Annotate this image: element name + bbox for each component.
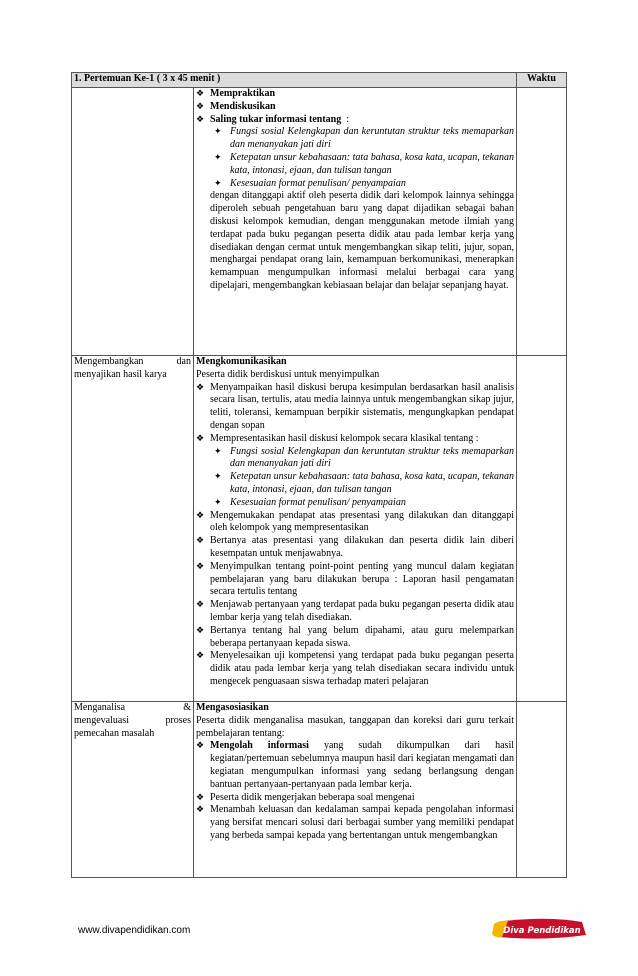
list-item: ❖ Menambah keluasan dan kedalaman sampai kepada pengolahan informasi yang bersifat mencari solusi dari berbagai sumber yang memiliki pendapat yang berbeda sampai kepada yang bertentangan untuk mengembangkan (196, 804, 514, 842)
footer-url[interactable]: www.divapendidikan.com (78, 925, 191, 936)
list-item: ✦ Fungsi sosial Kelengkapan dan keruntutan struktur teks memaparkan dan menanyakan jati diri (214, 446, 514, 472)
section-heading: Mengkomunikasikan (196, 356, 287, 367)
waktu-cell (517, 702, 567, 878)
label-line: pemecahan masalah (74, 727, 155, 739)
list-item: ✦ Fungsi sosial Kelengkapan dan keruntutan struktur teks memaparkan dan menanyakan jati diri (214, 126, 514, 152)
table-row (72, 356, 567, 702)
activity-cell (194, 702, 517, 878)
waktu-cell (517, 356, 567, 702)
list-item: ❖ Saling tukar informasi tentang : (196, 114, 514, 127)
list-item: ❖ Menyelesaikan uji kompetensi yang terdapat pada buku pegangan peserta didik atau pada lembar kerja yang telah disediakan secara individu untuk mengecek penguasaan siswa terhadap materi pelajaran (196, 650, 514, 688)
label-line: Mengembangkan dan (74, 356, 191, 367)
list-item: ✦ Kesesuaian format penulisan/ penyampaian (214, 497, 514, 510)
table-header-row (72, 73, 567, 88)
logo-text: Diva Pendidikan (503, 926, 581, 936)
intro-text: Peserta didik berdiskusi untuk menyimpulkan (196, 368, 380, 380)
activity-cell (194, 356, 517, 702)
row-label-empty (72, 88, 194, 356)
sub-list (196, 446, 514, 510)
list-item: ❖ Mengolah informasi yang sudah dikumpulkan dari hasil kegiatan/pertemuan sebelumnya maupun hasil dari kegiatan mengamati dan kegiatan mengumpulkan informasi yang sedang berlangsung dengan bantuan pertanyaan-pertanyaan pada lembar kerja. (196, 740, 514, 791)
label-amp: & (183, 702, 191, 713)
list-item: ❖ Menyampaikan hasil diskusi berupa kesimpulan berdasarkan hasil analisis secara lisan, tertulis, atau media lainnya untuk mengembangkan sikap jujur, teliti, toleransi, kemampuan berpikir sistematis, mengungkapkan pendapat dengan sopan (196, 382, 514, 433)
activity-list (196, 510, 514, 689)
row-label (72, 356, 194, 702)
list-item: ❖ Mendiskusikan (196, 101, 514, 114)
list-item: ✦ Kesesuaian format penulisan/ penyampaian (214, 178, 514, 191)
lesson-plan-table (71, 72, 567, 878)
section-heading: Mengasosiasikan (196, 702, 269, 713)
list-item: ❖ Mempraktikan (196, 88, 514, 101)
table-row (72, 702, 567, 878)
intro-text: Peserta didik menganalisa masukan, tanggapan dan koreksi dari guru terkait pembelajaran tentang: (196, 714, 514, 739)
activity-cell (194, 88, 517, 356)
label-line: menyajikan hasil karya (74, 368, 167, 380)
activity-list (196, 88, 514, 126)
waktu-header: Waktu (517, 73, 567, 88)
table-row (72, 88, 567, 356)
list-item: ❖ Menyimpulkan tentang point-point penting yang muncul dalam kegiatan pembelajaran yang baru dilakukan berupa : Laporan hasil pengamatan secara tertulis tentang (196, 561, 514, 599)
activity-list (196, 382, 514, 446)
list-item: ❖ Peserta didik mengerjakan beberapa soal mengenai (196, 792, 514, 805)
paragraph: dengan ditanggapi aktif oleh peserta didik dari kelompok lainnya sehingga diperoleh sebuah pengetahuan baru yang dapat dijadikan sebagai bahan diskusi kelompok kemudian, dengan menggunakan metode ilmiah yang terdapat pada buku pegangan peserta didik atau pada lembar kerja yang disediakan dengan cermat untuk mengembangkan sikap teliti, jujur, sopan, menghargai pendapat orang lain, kemampuan berkomunikasi, menerapkan kemampuan mengumpulkan informasi melalui berbagai cara yang dipelajari, mengembangkan kebiasaan belajar dan belajar sepanjang hayat. (210, 190, 514, 291)
list-item: ✦ Ketepatan unsur kebahasaan: tata bahasa, kosa kata, ucapan, tekanan kata, intonasi, ejaan, dan tulisan tangan (214, 471, 514, 497)
diva-pendidikan-logo (490, 918, 588, 940)
list-item: ❖ Menjawab pertanyaan yang terdapat pada buku pegangan peserta didik atau lembar kerja yang telah disediakan. (196, 599, 514, 625)
waktu-cell (517, 88, 567, 356)
sub-list (196, 126, 514, 190)
list-item: ❖ Mempresentasikan hasil diskusi kelompok secara klasikal tentang : (196, 433, 514, 446)
label-line: Menganalisa (74, 702, 126, 713)
label-line: proses (165, 714, 191, 726)
list-item: ❖ Bertanya tentang hal yang belum dipahami, atau guru melemparkan beberapa pertanyaan kepada siswa. (196, 625, 514, 651)
row-label (72, 702, 194, 878)
list-item: ❖ Bertanya atas presentasi yang dilakukan dan peserta didik lain diberi kesempatan untuk menjawabnya. (196, 535, 514, 561)
label-line: mengevaluasi (74, 714, 129, 726)
activity-list (196, 740, 514, 842)
list-item: ✦ Ketepatan unsur kebahasaan: tata bahasa, kosa kata, ucapan, tekanan kata, intonasi, ejaan, dan tulisan tangan (214, 152, 514, 178)
list-item: ❖ Mengemukakan pendapat atas presentasi yang dilakukan dan ditanggapi oleh kelompok yang mempresentasikan (196, 510, 514, 536)
meeting-title: 1. Pertemuan Ke-1 ( 3 x 45 menit ) (72, 73, 517, 88)
